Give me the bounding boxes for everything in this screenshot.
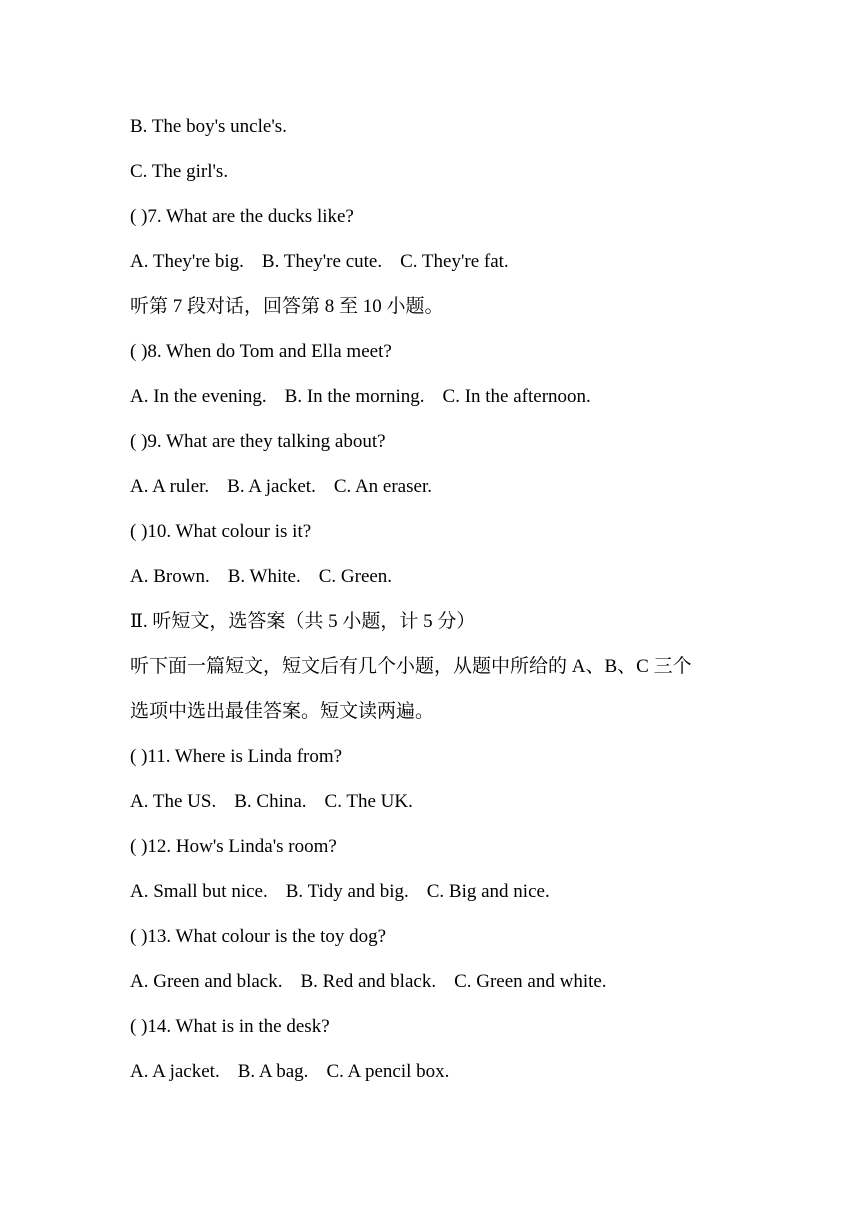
option-b: B. White. [227, 566, 301, 587]
option-c: C. In the afternoon. [442, 386, 591, 407]
option-line: B. The boy's uncle's. [130, 116, 287, 137]
option-b: B. Red and black. [300, 971, 437, 992]
option-a: A. Green and black. [130, 971, 283, 992]
option-c: C. A pencil box. [326, 1061, 450, 1082]
question-10-options [130, 560, 750, 605]
option-line: C. The girl's. [130, 161, 229, 182]
option-c: C. The UK. [324, 791, 413, 812]
question-13: ( )13. What colour is the toy dog? [130, 926, 387, 947]
option-b: B. They're cute. [261, 251, 383, 272]
document-page [130, 110, 750, 1100]
question-7: ( )7. What are the ducks like? [130, 206, 354, 227]
option-a: A. The US. [130, 791, 217, 812]
question-8: ( )8. When do Tom and Ella meet? [130, 341, 392, 362]
question-7-options [130, 245, 750, 290]
question-10: ( )10. What colour is it? [130, 521, 312, 542]
question-11: ( )11. Where is Linda from? [130, 746, 343, 767]
question-11-options [130, 785, 750, 830]
question-13-options [130, 965, 750, 1010]
option-b: B. In the morning. [284, 386, 425, 407]
option-b: B. Tidy and big. [285, 881, 409, 902]
option-c: C. An eraser. [333, 476, 432, 497]
option-c: C. Big and nice. [426, 881, 550, 902]
option-a: A. A ruler. [130, 476, 210, 497]
option-c: C. Green. [318, 566, 393, 587]
question-9-options [130, 470, 750, 515]
question-14-options [130, 1055, 750, 1100]
option-a: A. Small but nice. [130, 881, 268, 902]
question-12-options [130, 875, 750, 920]
option-a: A. In the evening. [130, 386, 267, 407]
section-instruction-line-2: 选项中选出最佳答案。短文读两遍。 [130, 701, 435, 722]
option-b: B. China. [234, 791, 307, 812]
option-b: B. A jacket. [227, 476, 316, 497]
question-9: ( )9. What are they talking about? [130, 431, 386, 452]
option-a: A. They're big. [130, 251, 244, 272]
option-a: A. Brown. [130, 566, 210, 587]
question-14: ( )14. What is in the desk? [130, 1016, 330, 1037]
instruction-dialogue-7: 听第 7 段对话，回答第 8 至 10 小题。 [130, 296, 444, 317]
question-12: ( )12. How's Linda's room? [130, 836, 337, 857]
section-heading-2: Ⅱ. 听短文，选答案（共 5 小题，计 5 分） [130, 611, 476, 632]
option-b: B. A bag. [237, 1061, 309, 1082]
option-c: C. Green and white. [454, 971, 607, 992]
option-c: C. They're fat. [400, 251, 509, 272]
option-a: A. A jacket. [130, 1061, 220, 1082]
section-instruction-line-1: 听下面一篇短文，短文后有几个小题，从题中所给的 A、B、C 三个 [130, 656, 692, 677]
question-8-options [130, 380, 750, 425]
